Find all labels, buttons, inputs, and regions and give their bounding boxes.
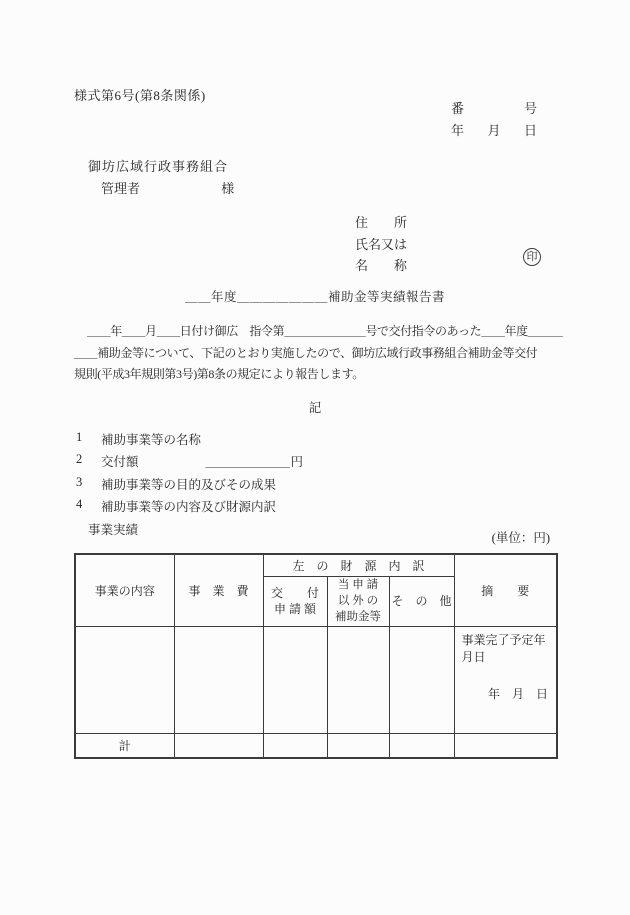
total-nonapplication-subsidy (327, 733, 389, 758)
sender-labels (355, 212, 407, 277)
addressee-title-line (101, 178, 234, 197)
document-title: ＿＿年度＿＿＿＿＿＿＿補助金等実績報告書 (184, 290, 445, 304)
addressee-honorific: 様 (221, 181, 235, 196)
completion-date-placeholder: 年 月 日 (487, 686, 548, 701)
header-remarks: 摘 要 (454, 554, 557, 626)
header-fund-breakdown-group: 左 の 財 源 内 訳 (263, 554, 454, 576)
sender-address-label: 住 所 (355, 215, 408, 230)
total-remarks (454, 733, 557, 758)
item-4-number: 4 (76, 497, 83, 512)
header-nonapp-line-3: 補助金等 (335, 611, 381, 623)
unit-note: (単位：円) (491, 531, 550, 545)
item-1-text: 補助事業等の名称 (101, 433, 202, 447)
sender-name-label-2: 名 称 (355, 258, 408, 273)
date-month-label: 月 (487, 123, 501, 138)
form-number-label: 様式第6号(第8条関係) (74, 88, 206, 103)
record-heading: 記 (308, 401, 322, 415)
header-nonapp-line-1: 当 申 請 (337, 579, 379, 591)
header-other: そ の 他 (389, 576, 454, 626)
item-2-number: 2 (76, 452, 83, 467)
body-line-3: 規則(平成3年規則第3号)第8条の規定により報告します。 (74, 367, 364, 381)
body-paragraph (74, 321, 574, 386)
body-line-2: ＿＿補助金等について、下記のとおり実施したので、御坊広域行政事務組合補助金等交付 (74, 345, 538, 360)
header-nonapp-line-2: 以 外 の (337, 595, 379, 607)
business-results-table (74, 553, 558, 759)
item-2-blank-line: ＿＿＿＿＿＿＿ (205, 455, 290, 470)
document-number-line (451, 98, 537, 117)
total-other (389, 733, 454, 758)
date-year-label: 年 (451, 123, 465, 138)
header-grant-line-1: 交 付 (270, 586, 319, 600)
total-business-cost (174, 733, 263, 758)
item-3-text: 補助事業等の目的及びその成果 (101, 477, 277, 492)
number-suffix: 号 (523, 101, 537, 116)
total-label-cell: 計 (75, 733, 174, 758)
completion-date-label: 事業完了予定年月日 (461, 632, 546, 664)
item-4-text: 補助事業等の内容及び財源内訳 (101, 500, 277, 515)
document-date-line (451, 120, 537, 139)
table-header-row-group (75, 554, 557, 576)
addressee-organization: 御坊広域行政事務組合 (88, 159, 229, 174)
list-item-2 (74, 452, 303, 474)
number-prefix: 番 (451, 101, 465, 116)
header-nonapplication-subsidy (327, 576, 389, 626)
table-total-row (75, 733, 557, 758)
addressee-title: 管理者 (101, 181, 141, 196)
numbered-list (74, 430, 303, 542)
item-1-number: 1 (76, 430, 83, 444)
item-3-number: 3 (76, 474, 83, 489)
cell-remarks (454, 626, 557, 733)
cell-nonapplication-subsidy (327, 626, 389, 733)
item-2-text: 交付額 (101, 455, 139, 470)
item-2-unit: 円 (290, 455, 304, 470)
table-body-row (75, 626, 557, 733)
cell-business-content (75, 626, 174, 733)
list-item-4 (74, 497, 303, 519)
list-item-1 (74, 430, 303, 452)
header-grant-line-2: 申 請 額 (273, 602, 316, 616)
cell-grant-application (263, 626, 327, 733)
seal-mark-icon: 印 (523, 248, 541, 266)
list-item-3 (74, 475, 303, 497)
header-grant-application (263, 576, 327, 626)
subsection-heading: 事業実績 (88, 522, 139, 537)
header-business-content: 事業の内容 (75, 554, 174, 626)
body-line-1: ＿＿年＿＿月＿＿日付け御広 指令第＿＿＿＿＿＿＿号で交付指令のあった＿＿年度＿＿＿ (87, 324, 563, 338)
cell-other (389, 626, 454, 733)
sender-name-label-1: 氏名又は (355, 236, 408, 252)
header-business-cost: 事 業 費 (174, 554, 263, 626)
cell-business-cost (174, 626, 263, 733)
date-day-label: 日 (523, 123, 537, 138)
total-grant-application (263, 733, 327, 758)
